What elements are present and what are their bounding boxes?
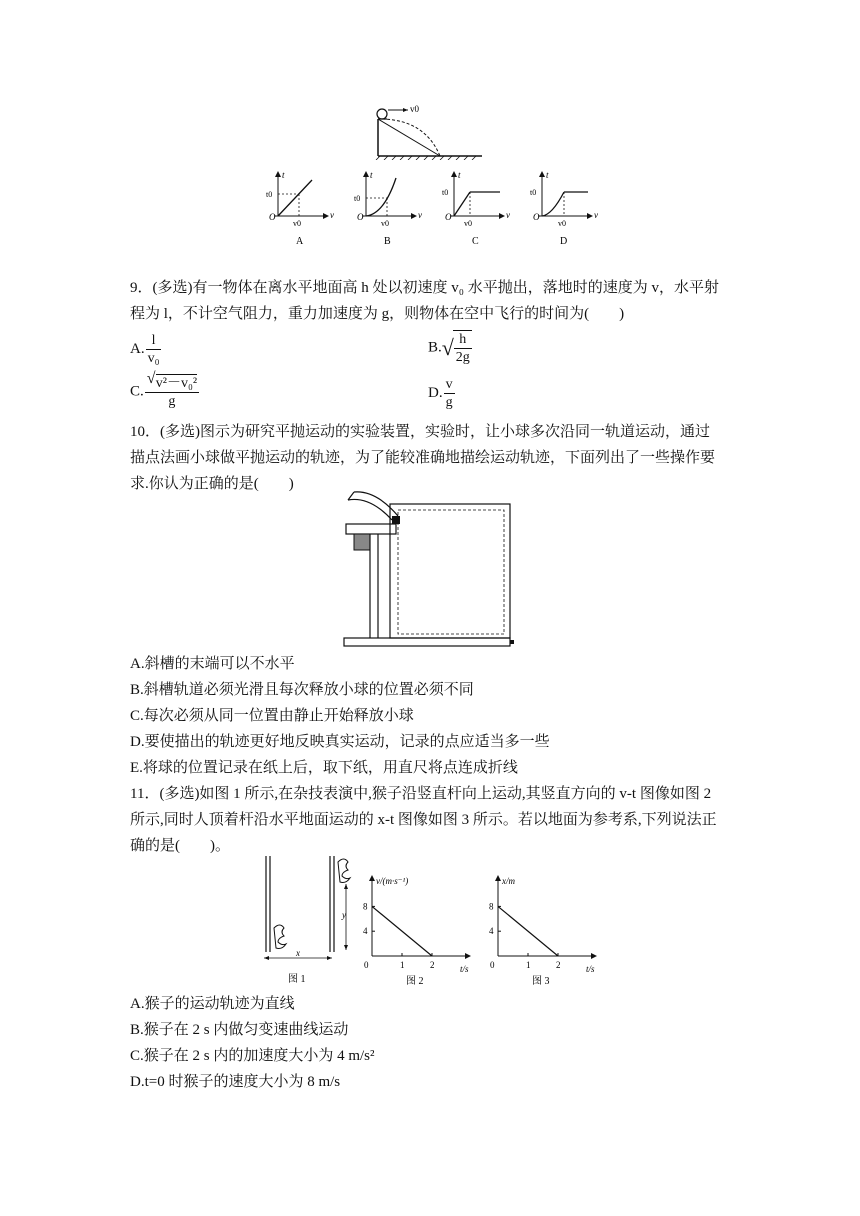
t-axis-label: t xyxy=(546,170,549,180)
x-axis-label: t/s xyxy=(460,964,469,974)
fraction xyxy=(444,376,455,411)
q10-option-b[interactable]: B.斜槽轨道必须光滑且每次释放小球的位置必须不同 xyxy=(130,682,474,698)
denominator: g xyxy=(445,395,453,410)
q10-option-e[interactable]: E.将球的位置记录在纸上后，取下纸，用直尺将点连成折线 xyxy=(130,760,518,776)
y-axis-label: v/(m·s⁻¹) xyxy=(376,876,409,886)
q9-line1: 9．(多选)有一物体在离水平地面高 h 处以初速度 v₀ 水平抛出，落地时的速度为 v，水平射 xyxy=(130,280,719,296)
fraction xyxy=(146,332,162,367)
x-axis-label: t/s xyxy=(586,964,595,974)
y-tick-label: 8 xyxy=(363,901,368,912)
sqrt-content: v²－v₀² xyxy=(155,376,198,391)
x-tick-label: 2 xyxy=(556,960,561,970)
q11-option-a[interactable]: A.猴子的运动轨迹为直线 xyxy=(130,996,295,1012)
v0-label: v0 xyxy=(293,219,301,228)
q9-option-c[interactable] xyxy=(130,370,199,410)
numerator: l xyxy=(146,332,162,350)
graph-letter: C xyxy=(472,236,479,247)
v0-label: v0 xyxy=(558,219,566,228)
option-prefix: C. xyxy=(130,383,144,400)
t0-label: t0 xyxy=(442,188,449,197)
v0-label: v0 xyxy=(381,219,389,228)
q10-option-d[interactable]: D.要使描出的轨迹更好地反映真实运动，记录的点应适当多一些 xyxy=(130,734,550,750)
x-tick-label: 1 xyxy=(526,960,531,970)
q11-option-b[interactable]: B.猴子在 2 s 内做匀变速曲线运动 xyxy=(130,1022,349,1038)
radical-sign: √ xyxy=(441,335,454,360)
q11-line1: 11．(多选)如图 1 所示,在杂技表演中,猴子沿竖直杆向上运动,其竖直方向的 v-t 图像如图 2 xyxy=(130,786,712,802)
q10-option-a[interactable]: A.斜槽的末端可以不水平 xyxy=(130,656,295,672)
origin-label: O xyxy=(269,212,276,222)
denominator: v₀ xyxy=(147,351,160,366)
q11-option-d[interactable]: D.t=0 时猴子的速度大小为 8 m/s xyxy=(130,1074,341,1090)
graph-c xyxy=(442,170,510,247)
y-axis-label: x/m xyxy=(502,876,515,886)
origin-label: O xyxy=(533,212,540,222)
q9-line2: 程为 l，不计空气阻力，重力加速度为 g，则物体在空中飞行的时间为( ) xyxy=(130,306,625,322)
graph-letter: D xyxy=(560,236,568,247)
projectile-figure xyxy=(370,100,490,160)
q9-option-b[interactable] xyxy=(428,330,472,366)
x-tick-label: 2 xyxy=(430,960,435,970)
graph-a xyxy=(266,170,334,247)
apparatus-figure xyxy=(340,490,520,652)
numerator: √ v²－v₀² xyxy=(146,370,198,391)
graph-letter: B xyxy=(384,236,391,247)
graph-b xyxy=(354,170,422,247)
x-tick-label: 1 xyxy=(400,960,405,970)
origin-label: O xyxy=(445,212,452,222)
q9-option-d[interactable] xyxy=(428,376,455,411)
t0-label: t0 xyxy=(530,188,537,197)
series-line xyxy=(372,906,432,956)
y-tick-label: 4 xyxy=(489,926,494,937)
t0-label: t0 xyxy=(354,194,361,203)
q10-option-c[interactable]: C.每次必须从同一位置由静止开始释放小球 xyxy=(130,708,414,724)
v-axis-label: v xyxy=(418,210,422,220)
t-axis-label: t xyxy=(282,170,285,180)
tv-graphs xyxy=(258,168,608,248)
q10-line1: 10．(多选)图示为研究平抛运动的实验装置，实验时，让小球多次沿同一轨道运动，通过 xyxy=(130,424,710,440)
option-prefix: A. xyxy=(130,340,145,357)
v0-label: v0 xyxy=(410,104,419,114)
q11-option-c[interactable]: C.猴子在 2 s 内的加速度大小为 4 m/s² xyxy=(130,1048,375,1064)
x-tick-label: 0 xyxy=(490,960,495,970)
option-prefix: B. xyxy=(428,339,442,356)
y-tick-label: 8 xyxy=(489,901,494,912)
x-label: x xyxy=(296,948,300,958)
q9-option-a[interactable] xyxy=(130,332,161,367)
sqrt-expression xyxy=(442,330,472,366)
figure-2-chart xyxy=(362,872,482,990)
x-tick-label: 0 xyxy=(364,960,369,970)
q11-line2: 所示,同时人顶着杆沿水平地面运动的 x-t 图像如图 3 所示。若以地面为参考系,下列说法正 xyxy=(130,812,717,828)
t-axis-label: t xyxy=(370,170,373,180)
q11-line3: 确的是( )。 xyxy=(130,838,230,854)
figure-1 xyxy=(258,852,358,992)
q10-line3: 求.你认为正确的是( ) xyxy=(130,476,294,492)
y-label: y xyxy=(342,910,346,920)
series-line xyxy=(498,906,558,956)
fraction xyxy=(145,370,199,410)
t0-label: t0 xyxy=(266,190,273,199)
numerator: h xyxy=(454,331,472,349)
figure-3-caption: 图 3 xyxy=(532,976,550,987)
t-axis-label: t xyxy=(458,170,461,180)
figure-1-caption: 图 1 xyxy=(288,974,306,985)
figure-3-chart xyxy=(488,872,608,990)
v-axis-label: v xyxy=(594,210,598,220)
figure-2-caption: 图 2 xyxy=(406,976,424,987)
option-prefix: D. xyxy=(428,384,443,401)
numerator: v xyxy=(445,377,453,392)
graph-d xyxy=(530,170,598,247)
denominator: g xyxy=(168,394,176,409)
denominator: 2g xyxy=(455,350,470,365)
v-axis-label: v xyxy=(506,210,510,220)
graph-letter: A xyxy=(296,236,304,247)
q10-line2: 描点法画小球做平抛运动的轨迹，为了能较准确地描绘运动轨迹，下面列出了一些操作要 xyxy=(130,450,716,466)
y-tick-label: 4 xyxy=(363,926,368,937)
v-axis-label: v xyxy=(330,210,334,220)
v0-label: v0 xyxy=(464,219,472,228)
origin-label: O xyxy=(357,212,364,222)
